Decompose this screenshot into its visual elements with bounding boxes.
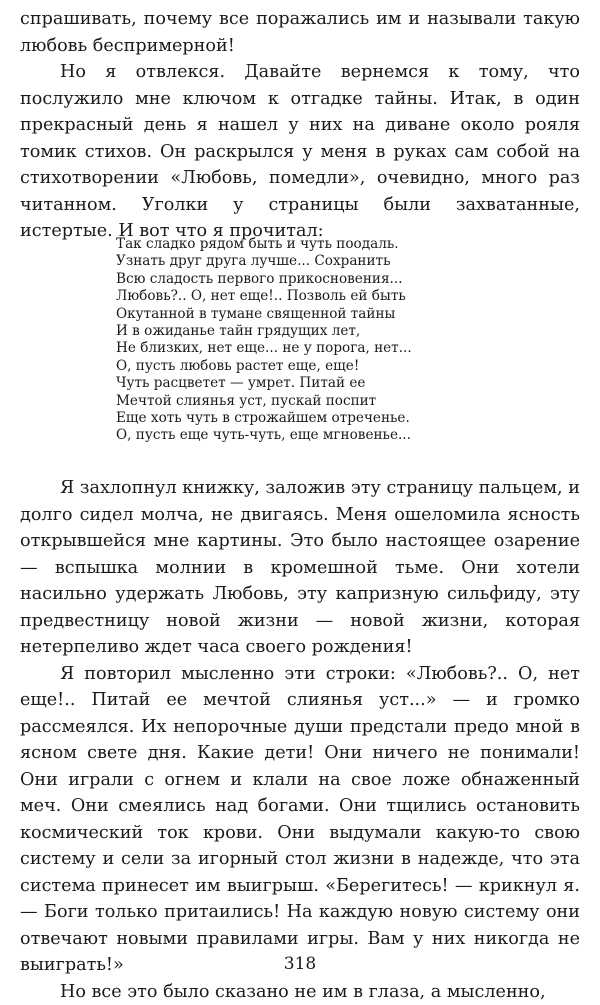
poem-line: Не близких, нет еще... не у порога, нет...	[116, 340, 476, 357]
poem	[116, 236, 476, 445]
poem-line: О, пусть еще чуть-чуть, еще мгновенье...	[116, 427, 476, 444]
paragraph: Я повторил мысленно эти строки: «Любовь?.. О, нет еще!.. Питай ее мечтой слиянья уст...» — и громко рассмеялся. Их непорочные души предстали предо мной в ясном свете дня. Какие дети! Они ничего не понимали! Они играли с огнем и клали на свое ложе обнаженный меч. Они смеялись над богами. Они тщились остановить космический ток крови. Они выдумали какую-то свою систему и сели за игорный стол жизни в надежде, что эта система принесет им выигрыш. «Берегитесь! — крикнул я.— Боги только притаились! На каждую новую систему они отвечают новыми правилами игры. Вам у них никогда не выиграть!»	[20, 661, 580, 979]
paragraph-continuation: спрашивать, почему все поражались им и называли такую любовь беспримерной!	[20, 6, 580, 59]
text-block-top	[20, 6, 580, 245]
poem-line: О, пусть любовь растет еще, еще!	[116, 358, 476, 375]
poem-line: И в ожиданье тайн грядущих лет,	[116, 323, 476, 340]
paragraph: Я захлопнул книжку, заложив эту страницу пальцем, и долго сидел молча, не двигаясь. Меня ошеломила ясность открывшейся мне картины. Это было настоящее озарение — вспышка молнии в кромешной тьме. Они хотели насильно удержать Любовь, эту капризную сильфиду, эту предвестницу новой жизни — новой жизни, которая нетерпеливо ждет часа своего рождения!	[20, 475, 580, 661]
paragraph: Но все это было сказано не им в глаза, а мысленно,	[20, 979, 580, 1005]
paragraph: Но я отвлекся. Давайте вернемся к тому, что послужило мне ключом к отгадке тайны. Итак, в один прекрасный день я нашел у них на диване около рояля томик стихов. Он раскрылся у меня в руках сам собой на стихотворении «Любовь, помедли», очевидно, много раз читанном. Уголки у страницы были захватанные, истертые. И вот что я прочитал:	[20, 59, 580, 245]
poem-line: Так сладко рядом быть и чуть поодаль.	[116, 236, 476, 253]
poem-line: Всю сладость первого прикосновения...	[116, 271, 476, 288]
poem-line: Любовь?.. О, нет еще!.. Позволь ей быть	[116, 288, 476, 305]
text-block-bottom	[20, 475, 580, 1005]
poem-line: Окутанной в тумане священной тайны	[116, 306, 476, 323]
poem-line: Узнать друг друга лучше... Сохранить	[116, 253, 476, 270]
poem-line: Мечтой слиянья уст, пускай поспит	[116, 393, 476, 410]
poem-line: Чуть расцветет — умрет. Питай ее	[116, 375, 476, 392]
poem-line: Еще хоть чуть в строжайшем отреченье.	[116, 410, 476, 427]
page-number: 318	[0, 954, 600, 974]
